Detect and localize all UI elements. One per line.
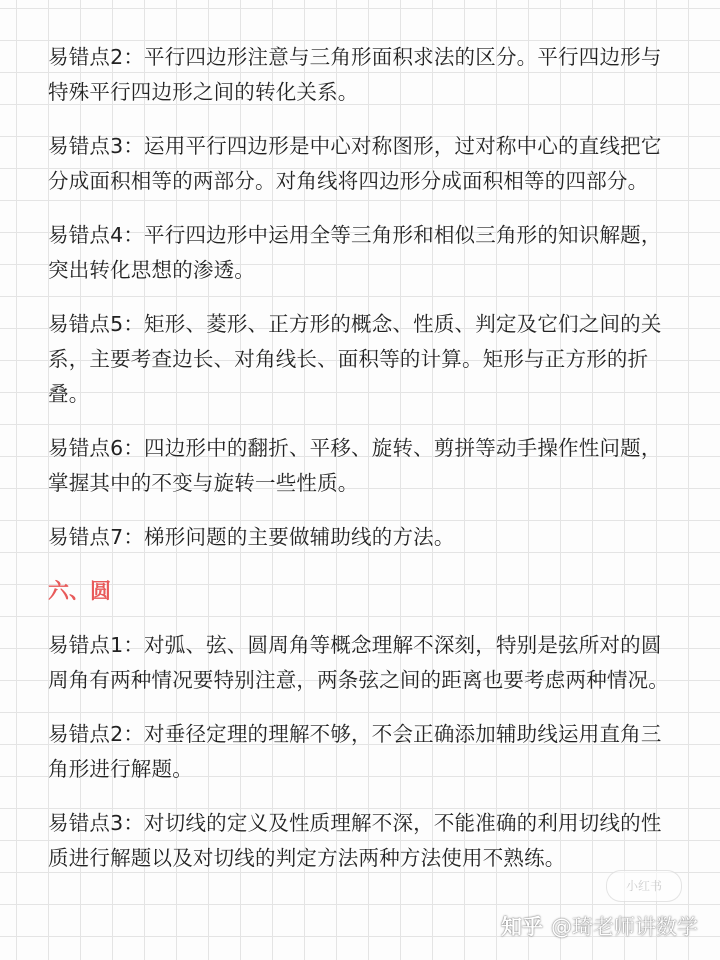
paragraph-quad-mistake-5: 易错点5：矩形、菱形、正方形的概念、性质、判定及它们之间的关系，主要考查边长、对角线长、面积等的计算。矩形与正方形的折叠。 xyxy=(48,312,662,406)
watermark-author: @琦老师讲数学 xyxy=(551,915,698,939)
paragraph-quad-mistake-3: 易错点3：运用平行四边形是中心对称图形，过对称中心的直线把它分成面积相等的两部分。对角线将四边形分成面积相等的四部分。 xyxy=(48,134,662,193)
paragraph-quad-mistake-2: 易错点2：平行四边形注意与三角形面积求法的区分。平行四边形与特殊平行四边形之间的转化关系。 xyxy=(48,45,662,104)
document-body xyxy=(48,40,674,895)
zhihu-watermark xyxy=(501,912,698,942)
section-title-circle: 六、圆 xyxy=(48,579,111,603)
paragraph-circle-mistake-2: 易错点2：对垂径定理的理解不够，不会正确添加辅助线运用直角三角形进行解题。 xyxy=(48,722,662,781)
paragraph-quad-mistake-7: 易错点7：梯形问题的主要做辅助线的方法。 xyxy=(48,525,455,549)
paragraph-circle-mistake-1: 易错点1：对弧、弦、圆周角等概念理解不深刻，特别是弦所对的圆周角有两种情况要特别注意，两条弦之间的距离也要考虑两种情况。 xyxy=(48,633,669,692)
paragraph-circle-mistake-3: 易错点3：对切线的定义及性质理解不深，不能准确的利用切线的性质进行解题以及对切线的判定方法两种方法使用不熟练。 xyxy=(48,811,662,870)
xiaohongshu-watermark: 小红书 xyxy=(606,870,682,902)
paragraph-quad-mistake-6: 易错点6：四边形中的翻折、平移、旋转、剪拼等动手操作性问题，掌握其中的不变与旋转一些性质。 xyxy=(48,436,662,495)
watermark-brand: 知乎 xyxy=(501,915,543,939)
paragraph-quad-mistake-4: 易错点4：平行四边形中运用全等三角形和相似三角形的知识解题，突出转化思想的渗透。 xyxy=(48,223,662,282)
